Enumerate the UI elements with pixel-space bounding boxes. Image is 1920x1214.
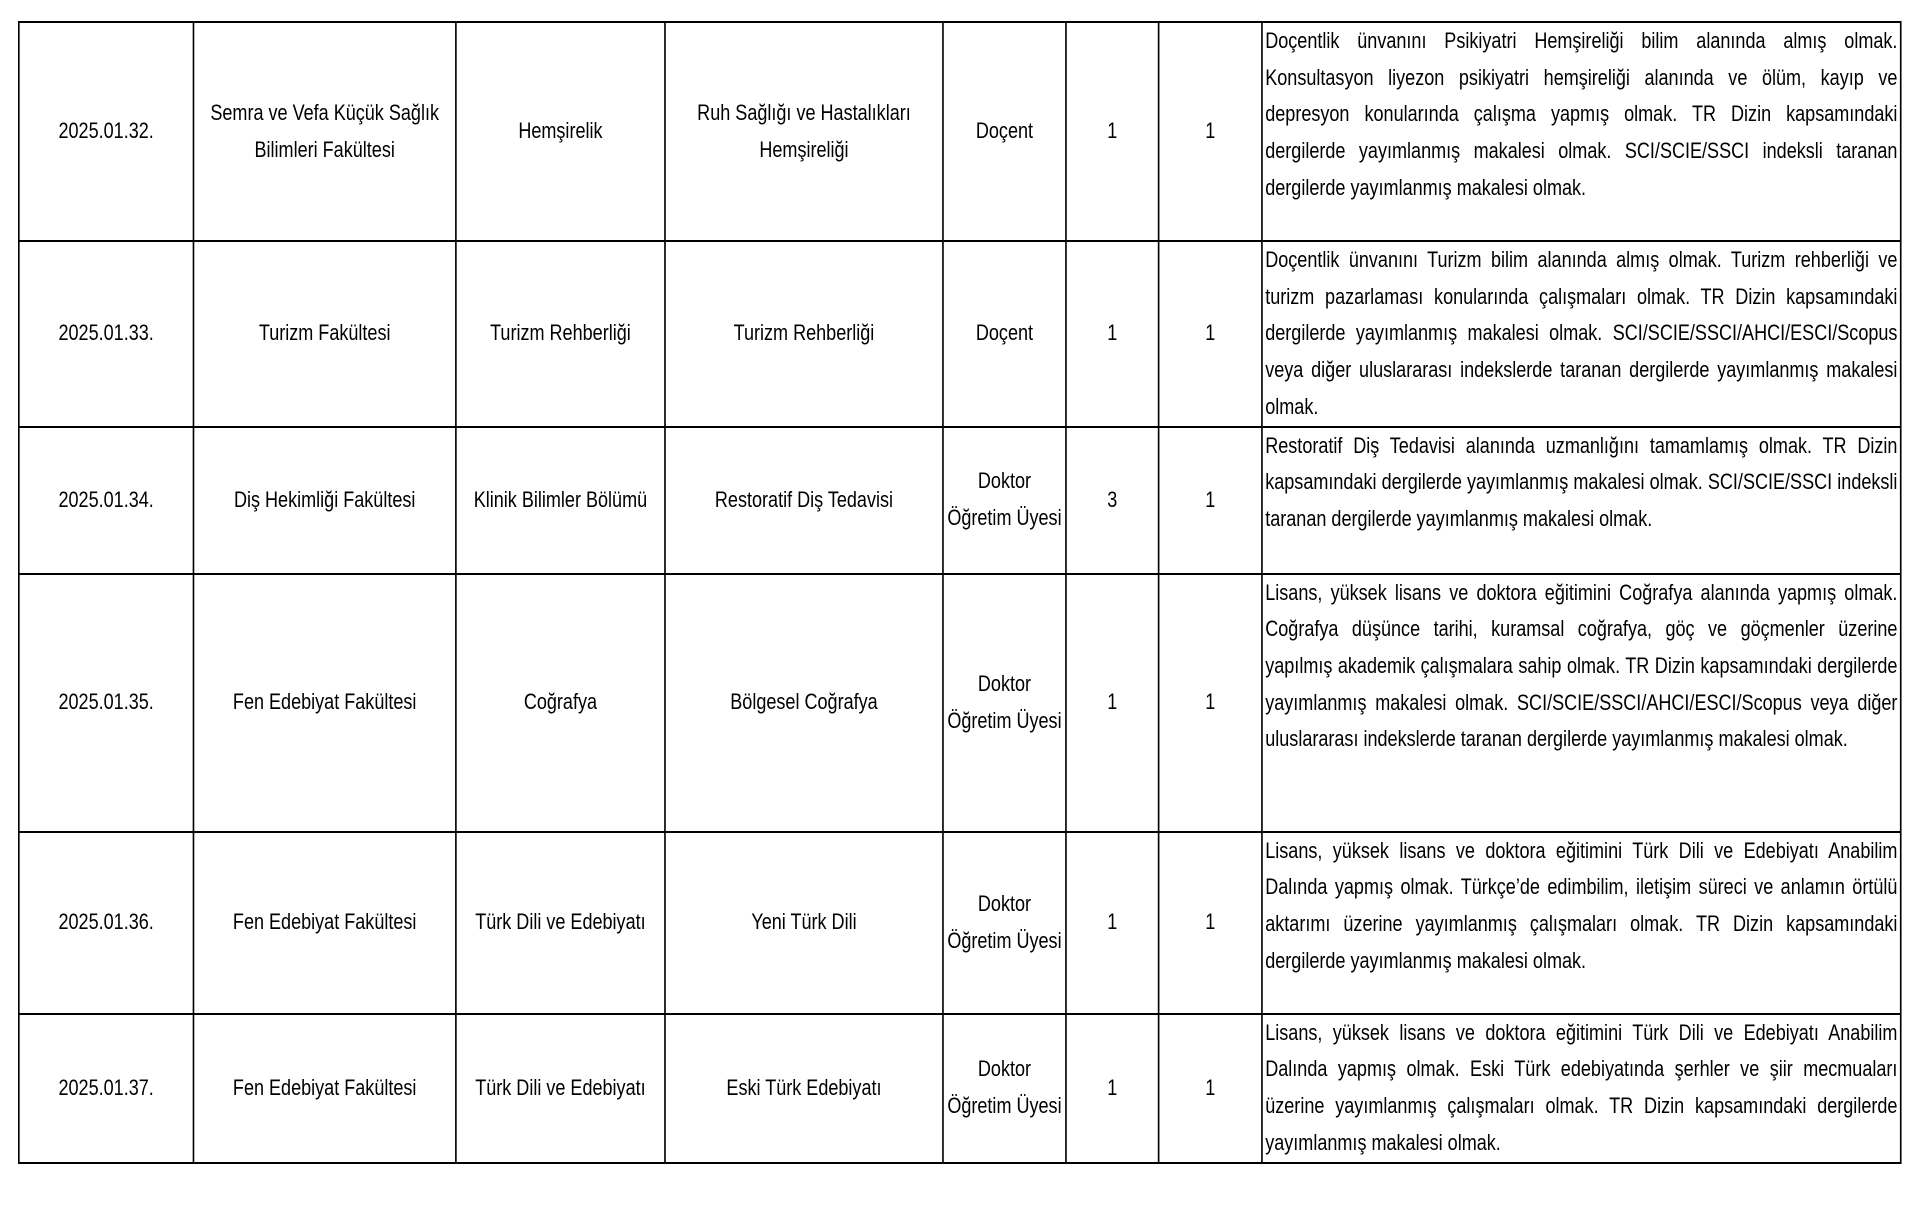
requirements-cell: Lisans, yüksek lisans ve doktora eğitimini Türk Dili ve Edebiyatı Anabilim Dalında yapmış olmak. Türkçe’de edimbilim, iletişim süreci ve anlamın örtülü aktarımı üzerine yayımlanmış çalışmaları olmak. TR Dizin kapsamındaki dergilerde yayımlanmış makalesi olmak. <box>1262 832 1901 1014</box>
count-cell: 1 <box>1159 574 1262 832</box>
faculty-cell: Diş Hekimliği Fakültesi <box>193 427 455 574</box>
requirements-cell: Doçentlik ünvanını Turizm bilim alanında almış olmak. Turizm rehberliği ve turizm pazarlaması konularında çalışmaları olmak. TR Dizin kapsamındaki dergilerde yayımlanmış makalesi olmak. SCI/SCIE/SSCI/AHCI/ESCI/Scopus veya diğer uluslararası indekslerde taranan dergilerde yayımlanmış makalesi olmak. <box>1262 241 1901 427</box>
position-code: 2025.01.37. <box>19 1014 194 1163</box>
position-count-cell: 3 <box>1066 427 1159 574</box>
faculty-cell: Fen Edebiyat Fakültesi <box>193 574 455 832</box>
department-cell: Hemşirelik <box>456 22 665 241</box>
count-cell: 1 <box>1159 22 1262 241</box>
requirements-cell: Doçentlik ünvanını Psikiyatri Hemşireliği bilim alanında almış olmak. Konsultasyon liyezon psikiyatri hemşireliği alanında ve ölüm, kayıp ve depresyon konularında çalışma yapmış olmak. TR Dizin kapsamındaki dergilerde yayımlanmış makalesi olmak. SCI/SCIE/SSCI indeksli taranan dergilerde yayımlanmış makalesi olmak. <box>1262 22 1901 241</box>
faculty-cell: Turizm Fakültesi <box>193 241 455 427</box>
table-row <box>19 574 1901 832</box>
field-cell: Bölgesel Coğrafya <box>665 574 943 832</box>
field-cell: Eski Türk Edebiyatı <box>665 1014 943 1163</box>
table-row <box>19 1014 1901 1163</box>
department-cell: Klinik Bilimler Bölümü <box>456 427 665 574</box>
department-cell: Türk Dili ve Edebiyatı <box>456 832 665 1014</box>
document-page <box>18 21 1902 1164</box>
position-count-cell: 1 <box>1066 241 1159 427</box>
position-code: 2025.01.34. <box>19 427 194 574</box>
requirements-cell: Lisans, yüksek lisans ve doktora eğitimini Türk Dili ve Edebiyatı Anabilim Dalında yapmış olmak. Eski Türk edebiyatında şerhler ve şiir mecmuaları üzerine yayımlanmış çalışmaları olmak. TR Dizin kapsamındaki dergilerde yayımlanmış makalesi olmak. <box>1262 1014 1901 1163</box>
academic-title-cell: Doktor Öğretim Üyesi <box>943 574 1066 832</box>
count-cell: 1 <box>1159 832 1262 1014</box>
department-cell: Coğrafya <box>456 574 665 832</box>
table-row <box>19 832 1901 1014</box>
field-cell: Restoratif Diş Tedavisi <box>665 427 943 574</box>
academic-title-cell: Doktor Öğretim Üyesi <box>943 832 1066 1014</box>
faculty-cell: Fen Edebiyat Fakültesi <box>193 832 455 1014</box>
position-code: 2025.01.35. <box>19 574 194 832</box>
academic-title-cell: Doktor Öğretim Üyesi <box>943 427 1066 574</box>
position-code: 2025.01.36. <box>19 832 194 1014</box>
position-count-cell: 1 <box>1066 832 1159 1014</box>
count-cell: 1 <box>1159 1014 1262 1163</box>
count-cell: 1 <box>1159 427 1262 574</box>
position-code: 2025.01.33. <box>19 241 194 427</box>
table-row <box>19 427 1901 574</box>
academic-title-cell: Doçent <box>943 241 1066 427</box>
requirements-cell: Restoratif Diş Tedavisi alanında uzmanlığını tamamlamış olmak. TR Dizin kapsamındaki dergilerde yayımlanmış makalesi olmak. SCI/SCIE/SSCI indeksli taranan dergilerde yayımlanmış makalesi olmak. <box>1262 427 1901 574</box>
department-cell: Turizm Rehberliği <box>456 241 665 427</box>
position-code: 2025.01.32. <box>19 22 194 241</box>
requirements-cell: Lisans, yüksek lisans ve doktora eğitimini Coğrafya alanında yapmış olmak. Coğrafya düşünce tarihi, kuramsal coğrafya, göç ve göçmenler üzerine yapılmış akademik çalışmalara sahip olmak. TR Dizin kapsamındaki dergilerde yayımlanmış makalesi olmak. SCI/SCIE/SSCI/AHCI/ESCI/Scopus veya diğer uluslararası indekslerde taranan dergilerde yayımlanmış makalesi olmak. <box>1262 574 1901 832</box>
table-row <box>19 22 1901 241</box>
positions-table <box>18 21 1902 1164</box>
faculty-cell: Fen Edebiyat Fakültesi <box>193 1014 455 1163</box>
count-cell: 1 <box>1159 241 1262 427</box>
department-cell: Türk Dili ve Edebiyatı <box>456 1014 665 1163</box>
faculty-cell: Semra ve Vefa Küçük Sağlık Bilimleri Fakültesi <box>193 22 455 241</box>
field-cell: Yeni Türk Dili <box>665 832 943 1014</box>
position-count-cell: 1 <box>1066 1014 1159 1163</box>
academic-title-cell: Doktor Öğretim Üyesi <box>943 1014 1066 1163</box>
academic-title-cell: Doçent <box>943 22 1066 241</box>
table-row <box>19 241 1901 427</box>
position-count-cell: 1 <box>1066 574 1159 832</box>
position-count-cell: 1 <box>1066 22 1159 241</box>
field-cell: Ruh Sağlığı ve Hastalıkları Hemşireliği <box>665 22 943 241</box>
field-cell: Turizm Rehberliği <box>665 241 943 427</box>
